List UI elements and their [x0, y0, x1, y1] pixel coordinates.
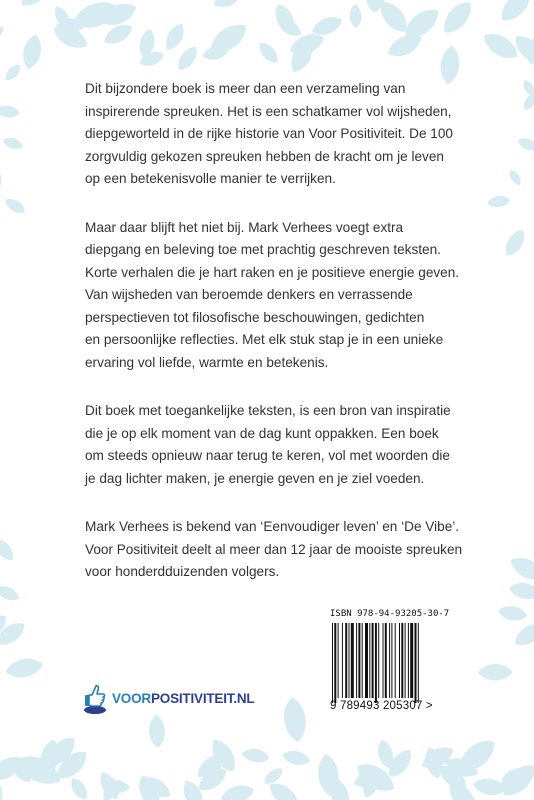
leaf-icon — [0, 168, 5, 199]
text-line: Van wijsheden van beroemde denkers en verrassende — [85, 287, 413, 302]
paragraph-3 — [85, 400, 485, 490]
leaf-icon — [148, 714, 166, 748]
barcode-bar — [408, 623, 409, 698]
text-line: ervaring vol liefde, warmte en betekenis. — [85, 354, 329, 370]
barcode-bar — [369, 623, 370, 698]
barcode-bar — [401, 623, 403, 698]
leaf-icon — [501, 226, 529, 259]
barcode-bar — [405, 623, 406, 698]
barcode-bar — [385, 623, 387, 698]
text-line: en persoonlijke reflecties. Met elk stuk stap je in een unieke — [85, 332, 444, 347]
barcode-bar — [362, 623, 363, 698]
leaf-icon — [4, 655, 44, 680]
barcode-bar — [418, 623, 419, 703]
barcode-bar — [389, 623, 390, 698]
barcode-bar — [334, 623, 336, 703]
barcode-bar — [345, 623, 347, 698]
text-line: perspectieven tot filosofische beschouwingen, gedichten — [85, 309, 425, 325]
leaf-icon — [516, 135, 534, 154]
barcode-bar — [372, 623, 374, 698]
text-line: inspirerende spreuken. Het is een schatkamer vol wijsheden, — [85, 103, 452, 119]
logo-wordmark — [112, 691, 254, 706]
barcode-bar — [383, 623, 384, 698]
text-line: diepgeworteld in de rijke historie van Voor Positiviteit. De 100 — [85, 126, 453, 141]
leaf-icon — [241, 747, 271, 765]
barcode-bar — [356, 623, 357, 698]
barcode-bar — [410, 623, 413, 698]
paragraph-1 — [85, 78, 485, 191]
barcode-bar — [415, 623, 417, 703]
leaf-icon — [0, 535, 18, 564]
leaf-icon — [497, 604, 528, 623]
leaf-icon — [281, 748, 311, 768]
leaf-icon — [0, 206, 1, 230]
leaf-icon — [438, 0, 477, 39]
barcode-bar — [349, 623, 350, 698]
leaf-icon — [507, 168, 523, 187]
leaf-icon — [487, 195, 511, 209]
leaf-icon — [16, 0, 57, 12]
leaf-icon — [478, 664, 513, 681]
leaf-icon — [507, 552, 534, 585]
leaf-icon — [2, 62, 23, 84]
text-line: om steeds opnieuw naar terug te keren, vol met woorden die — [85, 448, 450, 463]
barcode-bar — [378, 623, 379, 698]
text-line: Voor Positiviteit deelt al meer dan 12 jaar de mooiste spreuken — [85, 541, 463, 557]
text-line: Dit bijzondere boek is meer dan een verzameling van — [85, 81, 406, 96]
barcode-number: 9 789493 205307 > — [330, 700, 433, 712]
text-line: Korte verhalen die je hart raken en je positieve energie geven. — [85, 264, 460, 280]
leaf-icon — [281, 696, 308, 744]
barcode-bar — [375, 623, 377, 703]
barcode-bar — [351, 623, 354, 698]
leaf-icon — [161, 20, 188, 53]
barcode-bar — [332, 623, 333, 703]
paragraph-2 — [85, 217, 485, 375]
text-line: Mark Verhees is bekend van ‘Eenvoudiger leven’ en ‘De Vibe’. — [85, 519, 460, 534]
leaf-icon — [255, 39, 281, 67]
leaf-icon — [0, 22, 7, 47]
thumbs-up-icon — [82, 680, 108, 716]
barcode-bar — [399, 623, 400, 698]
leaf-icon — [479, 27, 522, 64]
leaf-icon — [495, 0, 534, 27]
barcode-bars — [330, 623, 460, 703]
text-line: je dag lichter maken, je energie geven en je ziel voeden. — [85, 470, 425, 486]
publisher-logo — [82, 678, 254, 718]
leaf-icon — [510, 618, 534, 650]
text-line: Dit boek met toegankelijke teksten, is een bron van inspiratie — [85, 403, 451, 418]
isbn-barcode — [330, 609, 460, 719]
logo-text-voor: VOOR — [112, 690, 151, 706]
leaf-icon — [1, 135, 24, 151]
text-line: voor honderdduizenden volgers. — [85, 564, 280, 579]
leaf-icon — [0, 583, 22, 604]
barcode-bar — [358, 623, 360, 698]
logo-text-positiviteit: POSITIVITEIT.NL — [150, 690, 255, 706]
text-line: op een betekenisvolle manier te verrijken. — [85, 171, 336, 186]
barcode-bar — [365, 623, 368, 698]
leaf-icon — [2, 195, 27, 216]
leaf-icon — [67, 775, 91, 800]
isbn-label: ISBN 978-94-93205-30-7 — [330, 609, 450, 619]
leaf-icon — [219, 782, 256, 800]
barcode-bar — [395, 623, 396, 698]
text-line: die je op elk moment van de dag kunt oppakken. Een boek — [85, 425, 439, 441]
leaf-icon — [0, 104, 21, 119]
leaf-icon — [349, 4, 362, 29]
leaf-icon — [174, 43, 202, 74]
barcode-bar — [391, 623, 392, 698]
text-line: Maar daar blijft het niet bij. Mark Verhees voegt extra — [85, 219, 404, 235]
leaf-icon — [211, 0, 246, 12]
leaf-icon — [508, 580, 534, 601]
text-line: diepgang en beleving toe met prachtig geschreven teksten. — [85, 242, 441, 257]
barcode-bar — [338, 623, 339, 698]
paragraph-4 — [85, 516, 485, 584]
leaf-icon — [20, 33, 44, 72]
barcode-bar — [342, 623, 343, 698]
blurb-text — [85, 78, 485, 610]
leaf-icon — [497, 758, 534, 800]
text-line: zorgvuldig gekozen spreuken hebben de kracht om je leven — [85, 148, 444, 164]
